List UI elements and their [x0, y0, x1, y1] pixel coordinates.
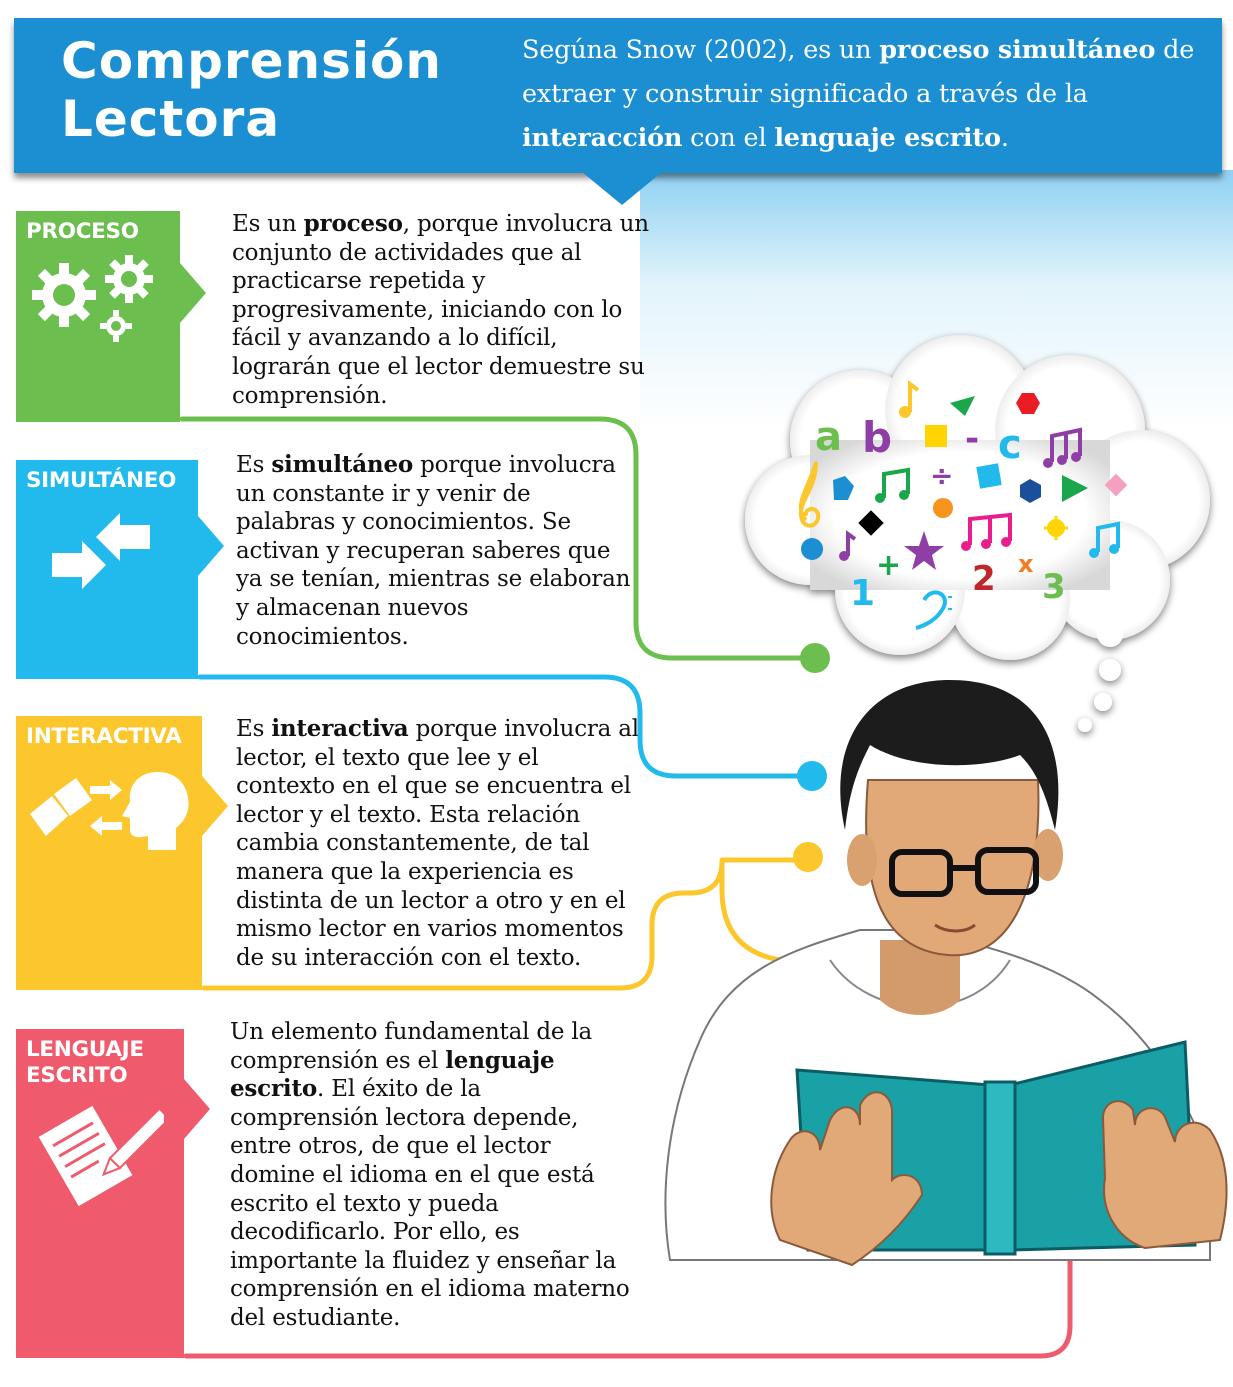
definition-bold-2: interacción — [522, 123, 683, 153]
desc-suffix: porque involucra al lector, el texto que lee y el contexto en el que se encuentra el lector y el texto. Esta relación cambia constantemente, de tal manera que la experiencia es distinta de un lector a otro y en el mismo lector en varios momentos de su interacción con el texto. — [236, 716, 639, 971]
desc-bold: lenguaje escrito — [230, 1046, 555, 1103]
desc-prefix: Es — [236, 716, 272, 742]
tab-label-simultaneo: SIMULTÁNEO — [26, 468, 177, 493]
operator-divide: ÷ — [930, 459, 954, 492]
desc-prefix: Un elemento fundamental de la comprensión es el — [230, 1019, 593, 1074]
definition-bold-3: lenguaje escrito — [774, 123, 1001, 153]
definition-bold-1: proceso simultáneo — [879, 35, 1156, 65]
tab-label-proceso: PROCESO — [26, 219, 139, 244]
desc-bold: simultáneo — [271, 451, 414, 478]
definition-end: . — [1000, 123, 1009, 153]
title-line-2: Lectora — [61, 90, 281, 148]
desc-suffix: . El éxito de la comprensión lectora depende, entre otros, de que el lector domine el idioma en el que está escrito el texto y pueda decodificarlo. Por ello, es importante la fluidez y enseñar la comprensión en el idioma materno del estudiante. — [230, 1076, 630, 1331]
desc-suffix: porque involucra un constante ir y venir de palabras y conocimientos. Se activan y recuperan saberes que ya se tenían, mientras se elaboran y almacenan nuevos conocimientos. — [236, 452, 631, 650]
desc-prefix: Es un — [232, 211, 304, 237]
tab-label-line-2: ESCRITO — [26, 1063, 128, 1088]
number-2: 2 — [972, 559, 996, 599]
boy-reading-illustration — [665, 680, 1226, 1265]
desc-bold: interactiva — [271, 715, 409, 742]
desc-bold: proceso — [303, 210, 403, 237]
operator-times: x — [1018, 550, 1034, 578]
definition-prefix: Segúna Snow (2002), es un — [522, 35, 880, 65]
operator-plus: + — [876, 548, 902, 583]
definition-mid-2: con el — [682, 123, 775, 153]
number-1: 1 — [850, 573, 876, 614]
number-3: 3 — [1042, 567, 1066, 607]
letter-dash: - — [965, 419, 980, 459]
tab-label-line-1: LENGUAJE — [26, 1037, 144, 1062]
connector-green — [182, 419, 800, 658]
letter-a: a — [815, 414, 842, 460]
definition-mid: de extraer y construir significado a través de la — [522, 35, 1195, 109]
tab-label-interactiva: INTERACTIVA — [26, 724, 182, 749]
letter-b: b — [862, 413, 893, 462]
connector-blue — [200, 677, 800, 776]
title-line-1: Comprensión — [61, 32, 442, 90]
desc-prefix: Es — [236, 452, 272, 478]
desc-suffix: , porque involucra un conjunto de actividades que al practicarse repetida y progresivamente, iniciando con lo fácil y avanzando a lo difícil, lograrán que el lector demuestre su comprensión. — [232, 211, 649, 409]
letter-c: c — [998, 422, 1022, 468]
